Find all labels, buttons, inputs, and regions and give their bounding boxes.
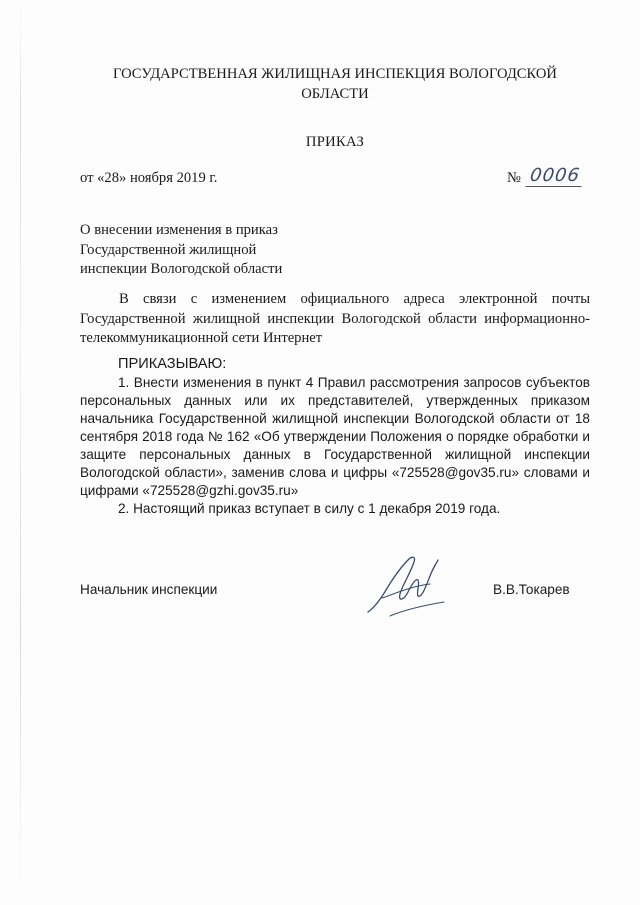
organization-title: ГОСУДАРСТВЕННАЯ ЖИЛИЩНАЯ ИНСПЕКЦИЯ ВОЛОГОДСКОЙ ОБЛАСТИ: [113, 66, 557, 102]
subject-line: Государственной жилищной: [80, 241, 257, 258]
scan-edge-line: [20, 0, 21, 905]
handwritten-signature: [360, 550, 450, 620]
preamble-paragraph: В связи с изменением официального адреса электронной почты Государственной жилищной инспекции Вологодской области информационно-телекоммуникационной сети Интернет: [80, 291, 590, 346]
order-word: ПРИКАЗЫВАЮ:: [118, 356, 227, 372]
number-value: 0006: [525, 166, 584, 187]
order-item-2: 2. Настоящий приказ вступает в силу с 1 декабря 2019 года.: [118, 501, 501, 516]
order-item-1: 1. Внести изменения в пункт 4 Правил рассмотрения запросов субъектов персональных данных или их представителей, утвержденных приказом начальника Государственной жилищной инспекции Вологодской области от 18 сентября 2018 года № 162 «Об утверждении Положения о порядке обработки и защите персональных данных в Государственной жилищной инспекции Вологодской области», заменив слова и цифры «725528@gov35.ru» словами и цифрами «725528@gzhi.gov35.ru»: [80, 375, 590, 498]
signer-position: Начальник инспекции: [80, 582, 218, 597]
signer-name: В.В.Токарев: [493, 582, 570, 597]
order-items: [80, 374, 590, 518]
subject-line: О внесении изменения в приказ: [80, 222, 278, 238]
number-label: №: [507, 170, 521, 186]
order-number: [507, 166, 583, 187]
document-type-title: ПРИКАЗ: [305, 134, 365, 150]
order-subject: [80, 221, 360, 280]
order-date: от «28» ноября 2019 г.: [80, 170, 218, 186]
subject-line: инспекции Вологодской области: [80, 261, 283, 277]
